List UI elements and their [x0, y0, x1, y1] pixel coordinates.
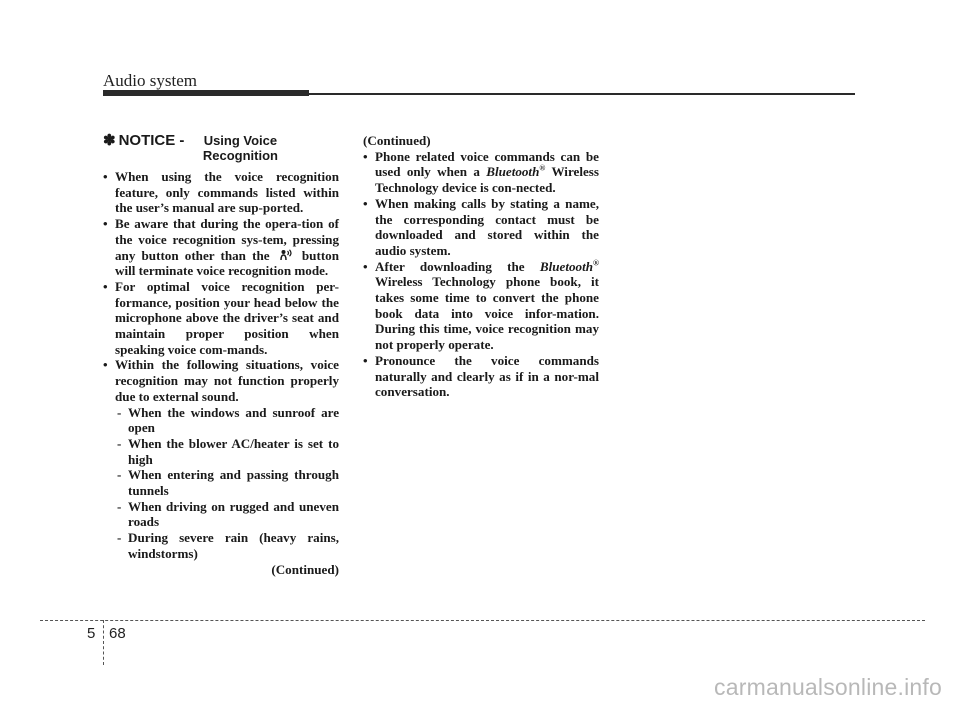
notice-heading [103, 133, 339, 163]
sub-item-tunnels: - When entering and passing through tunnels [103, 467, 339, 498]
page-number: 68 [109, 625, 126, 642]
notice-subtitle: Using Voice Recognition [202, 133, 278, 163]
bullet-supported-commands: • When using the voice recognition feature, only commands listed within the user’s manual are sup-ported. [103, 169, 339, 216]
left-column [103, 133, 339, 577]
footer-rule [40, 620, 925, 621]
bullet-text: Wireless Technology device is con-nected. [375, 164, 599, 196]
watermark: carmanualsonline.info [714, 674, 942, 700]
registered-mark: ® [539, 164, 546, 174]
bullet-phone-book-convert [363, 259, 599, 353]
bullet-pronounce: • Pronounce the voice commands naturally and clearly as if in a nor-mal conversation. [363, 353, 599, 400]
sub-item-blower: - When the blower AC/heater is set to high [103, 436, 339, 467]
bullet-text: button will terminate voice recognition mode. [115, 247, 340, 279]
continued-label: (Continued) [271, 561, 339, 577]
bullet-external-sound: • Within the following situations, voice recognition may not function properly due to external sound. [103, 357, 339, 404]
header-accent-bar [103, 90, 309, 96]
bullet-text: Phone related voice commands can be used only when a [375, 148, 599, 180]
voice-recognition-icon [279, 249, 293, 261]
bullet-button-terminate [103, 216, 339, 279]
bullet-microphone-position: • For optimal voice recognition per-formance, position your head below the microphone above the driver’s seat and maintain proper position when speaking voice com-mands. [103, 279, 339, 358]
sub-item-rugged-roads: - When driving on rugged and uneven roads [103, 499, 339, 530]
bluetooth-term: Bluetooth [486, 164, 540, 180]
notice-asterisk-icon: ✽ [103, 132, 116, 149]
registered-mark: ® [593, 258, 599, 268]
sub-item-severe-rain: - During severe rain (heavy rains, windstorms) [103, 530, 339, 561]
sub-item-windows: - When the windows and sunroof are open [103, 405, 339, 436]
right-column [363, 133, 599, 400]
notice-label: NOTICE - [118, 132, 185, 149]
bullet-contact-download: • When making calls by stating a name, the corresponding contact must be downloaded and stored within the audio system. [363, 196, 599, 259]
bullet-text: Be aware that during the opera-tion of the voice recognition sys-tem, pressing any button other than the [115, 216, 339, 263]
continued-label: (Continued) [363, 133, 431, 148]
footer-divider [103, 620, 104, 665]
bullet-text: Wireless Technology phone book, it takes some time to convert the phone book data into voice infor-mation. During this time, voice recognition may not properly operate. [375, 274, 599, 353]
bullet-phone-commands [363, 149, 599, 196]
section-header: Audio system [103, 71, 197, 90]
bluetooth-term: Bluetooth [539, 258, 594, 274]
chapter-number: 5 [87, 625, 96, 642]
bullet-text: After downloading the [375, 258, 525, 274]
